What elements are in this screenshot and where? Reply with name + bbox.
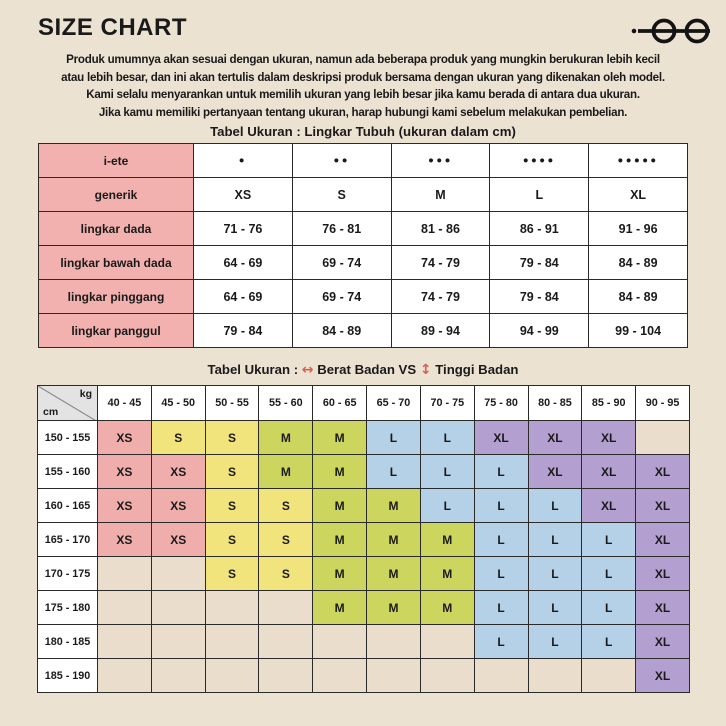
size-cell: S — [205, 557, 259, 591]
size-cell: L — [474, 591, 528, 625]
size-cell: XL — [636, 489, 690, 523]
size-cell: L — [528, 591, 582, 625]
cm-axis-label: cm — [43, 406, 59, 418]
measurement-row-label: lingkar bawah dada — [39, 246, 194, 280]
size-cell: XS — [98, 523, 152, 557]
size-cell: S — [205, 421, 259, 455]
size-cell: XL — [582, 421, 636, 455]
empty-size-cell — [367, 659, 421, 693]
height-range-label: 150 - 155 — [38, 421, 98, 455]
size-cell: L — [474, 523, 528, 557]
empty-size-cell — [420, 659, 474, 693]
weight-range-header: 60 - 65 — [313, 386, 367, 421]
size-cell: L — [582, 625, 636, 659]
size-cell: XL — [636, 557, 690, 591]
size-cell: XL — [474, 421, 528, 455]
empty-size-cell — [151, 557, 205, 591]
measurement-row — [39, 314, 688, 348]
measurement-cell: L — [490, 178, 589, 212]
size-cell: XL — [636, 455, 690, 489]
measurement-row — [39, 246, 688, 280]
size-cell: XL — [636, 523, 690, 557]
size-cell: M — [420, 557, 474, 591]
empty-size-cell — [367, 625, 421, 659]
weight-range-header: 75 - 80 — [474, 386, 528, 421]
measurement-cell: 91 - 96 — [589, 212, 688, 246]
empty-size-cell — [98, 557, 152, 591]
measurement-cell: 84 - 89 — [589, 246, 688, 280]
measurement-row — [39, 280, 688, 314]
size-cell: XL — [636, 591, 690, 625]
weight-range-header: 70 - 75 — [420, 386, 474, 421]
measurement-cell: S — [292, 178, 391, 212]
empty-size-cell — [205, 625, 259, 659]
size-cell: L — [582, 523, 636, 557]
empty-size-cell — [205, 591, 259, 625]
measurement-cell: 79 - 84 — [490, 280, 589, 314]
dot-size-cell: ● — [194, 144, 293, 178]
size-cell: XL — [582, 489, 636, 523]
height-range-label: 170 - 175 — [38, 557, 98, 591]
size-cell: XS — [151, 455, 205, 489]
measurement-row-label: lingkar dada — [39, 212, 194, 246]
size-cell: M — [367, 591, 421, 625]
measurement-cell: 64 - 69 — [194, 246, 293, 280]
size-cell: XS — [98, 455, 152, 489]
measurement-cell: 64 - 69 — [194, 280, 293, 314]
size-cell: M — [367, 557, 421, 591]
size-cell: L — [582, 557, 636, 591]
height-row — [38, 523, 690, 557]
measurement-cell: 74 - 79 — [391, 280, 490, 314]
size-cell: M — [420, 523, 474, 557]
size-cell: L — [474, 625, 528, 659]
measurement-cell: 81 - 86 — [391, 212, 490, 246]
weight-range-header: 85 - 90 — [582, 386, 636, 421]
empty-size-cell — [151, 625, 205, 659]
measurement-cell: 86 - 91 — [490, 212, 589, 246]
size-cell: XL — [636, 625, 690, 659]
height-row — [38, 421, 690, 455]
size-cell: L — [420, 421, 474, 455]
body-measure-table — [38, 143, 688, 348]
size-cell: S — [205, 523, 259, 557]
size-cell: S — [259, 489, 313, 523]
empty-size-cell — [151, 591, 205, 625]
weight-range-header: 55 - 60 — [259, 386, 313, 421]
size-cell: M — [313, 455, 367, 489]
measurement-cell: 84 - 89 — [292, 314, 391, 348]
size-cell: M — [420, 591, 474, 625]
weight-range-header: 40 - 45 — [98, 386, 152, 421]
measurement-cell: 69 - 74 — [292, 246, 391, 280]
measurement-cell: 74 - 79 — [391, 246, 490, 280]
empty-size-cell — [205, 659, 259, 693]
size-cell: M — [367, 523, 421, 557]
size-cell: XS — [151, 489, 205, 523]
height-range-label: 180 - 185 — [38, 625, 98, 659]
height-range-label: 185 - 190 — [38, 659, 98, 693]
height-row — [38, 659, 690, 693]
weight-range-header: 50 - 55 — [205, 386, 259, 421]
dot-size-cell: ●●●●● — [589, 144, 688, 178]
size-cell: M — [259, 455, 313, 489]
horizontal-arrow-icon: ↔ — [301, 362, 314, 378]
measurement-row-label: lingkar panggul — [39, 314, 194, 348]
empty-size-cell — [636, 421, 690, 455]
empty-size-cell — [313, 625, 367, 659]
size-cell: L — [367, 421, 421, 455]
height-row — [38, 557, 690, 591]
measurement-row — [39, 178, 688, 212]
measurement-cell: 94 - 99 — [490, 314, 589, 348]
heading-suffix: Tinggi Badan — [431, 362, 519, 377]
size-cell: XS — [151, 523, 205, 557]
size-cell: L — [474, 557, 528, 591]
measurement-cell: 71 - 76 — [194, 212, 293, 246]
weight-height-heading — [0, 362, 726, 378]
ete-brand-logo-icon — [631, 17, 713, 50]
empty-size-cell — [528, 659, 582, 693]
intro-line: atau lebih besar, dan ini akan tertulis dalam deskripsi produk bersama dengan ukuran yang dikenakan oleh model. — [61, 70, 665, 84]
measurement-row — [39, 212, 688, 246]
intro-line: Kami selalu menyarankan untuk memilih ukuran yang lebih besar jika kamu berada di antara dua ukuran. — [86, 88, 640, 101]
intro-line: Jika kamu memiliki pertanyaan tentang ukuran, harap hubungi kami sebelum melakukan pembelian. — [98, 105, 628, 119]
size-cell: M — [313, 489, 367, 523]
weight-height-table — [37, 385, 690, 693]
size-cell: L — [420, 455, 474, 489]
measurement-cell: 69 - 74 — [292, 280, 391, 314]
size-cell: XS — [98, 489, 152, 523]
size-cell: XL — [528, 421, 582, 455]
height-row — [38, 455, 690, 489]
empty-size-cell — [474, 659, 528, 693]
size-cell: S — [259, 557, 313, 591]
measurement-cell: 84 - 89 — [589, 280, 688, 314]
dot-size-cell: ●●●● — [490, 144, 589, 178]
height-row — [38, 591, 690, 625]
weight-range-header: 65 - 70 — [367, 386, 421, 421]
measurement-row-label: i-ete — [39, 144, 194, 178]
size-cell: M — [313, 523, 367, 557]
empty-size-cell — [420, 625, 474, 659]
size-cell: XL — [636, 659, 690, 693]
height-range-label: 160 - 165 — [38, 489, 98, 523]
measurement-row — [39, 144, 688, 178]
height-range-label: 175 - 180 — [38, 591, 98, 625]
empty-size-cell — [259, 659, 313, 693]
measurement-row-label: generik — [39, 178, 194, 212]
size-cell: S — [151, 421, 205, 455]
body-measure-heading: Tabel Ukuran : Lingkar Tubuh (ukuran dalam cm) — [210, 124, 516, 139]
size-cell: L — [420, 489, 474, 523]
size-cell: XS — [98, 421, 152, 455]
weight-header-row — [38, 386, 690, 421]
empty-size-cell — [313, 659, 367, 693]
measurement-cell: 79 - 84 — [194, 314, 293, 348]
empty-size-cell — [98, 659, 152, 693]
empty-size-cell — [98, 625, 152, 659]
height-range-label: 165 - 170 — [38, 523, 98, 557]
size-cell: M — [313, 557, 367, 591]
size-cell: L — [582, 591, 636, 625]
empty-size-cell — [98, 591, 152, 625]
size-cell: L — [528, 625, 582, 659]
size-cell: L — [528, 557, 582, 591]
vertical-arrow-icon: ↕ — [419, 362, 432, 378]
size-cell: M — [367, 489, 421, 523]
kg-axis-label: kg — [79, 388, 92, 400]
height-row — [38, 489, 690, 523]
measurement-cell: 99 - 104 — [589, 314, 688, 348]
dot-size-cell: ●●● — [391, 144, 490, 178]
empty-size-cell — [582, 659, 636, 693]
measurement-cell: XL — [589, 178, 688, 212]
dot-size-cell: ●● — [292, 144, 391, 178]
measurement-row-label: lingkar pinggang — [39, 280, 194, 314]
empty-size-cell — [259, 591, 313, 625]
intro-paragraph — [0, 51, 726, 121]
measurement-cell: XS — [194, 178, 293, 212]
size-cell: L — [367, 455, 421, 489]
page-title: SIZE CHART — [38, 14, 187, 41]
measurement-cell: 89 - 94 — [391, 314, 490, 348]
height-range-label: 155 - 160 — [38, 455, 98, 489]
weight-range-header: 80 - 85 — [528, 386, 582, 421]
size-cell: XL — [582, 455, 636, 489]
size-cell: S — [259, 523, 313, 557]
empty-size-cell — [151, 659, 205, 693]
intro-line: Produk umumnya akan sesuai dengan ukuran, namun ada beberapa produk yang mungkin berukuran lebih kecil — [66, 53, 660, 66]
corner-cell — [38, 386, 98, 421]
measurement-cell: M — [391, 178, 490, 212]
measurement-cell: 76 - 81 — [292, 212, 391, 246]
size-cell: S — [205, 489, 259, 523]
size-cell: L — [528, 489, 582, 523]
empty-size-cell — [259, 625, 313, 659]
size-cell: L — [474, 489, 528, 523]
size-cell: M — [259, 421, 313, 455]
heading-prefix: Tabel Ukuran : — [207, 362, 302, 377]
weight-range-header: 90 - 95 — [636, 386, 690, 421]
heading-middle: Berat Badan VS — [313, 362, 420, 377]
size-cell: M — [313, 421, 367, 455]
size-cell: M — [313, 591, 367, 625]
height-row — [38, 625, 690, 659]
size-cell: L — [528, 523, 582, 557]
size-cell: L — [474, 455, 528, 489]
measurement-cell: 79 - 84 — [490, 246, 589, 280]
weight-range-header: 45 - 50 — [151, 386, 205, 421]
size-cell: XL — [528, 455, 582, 489]
size-cell: S — [205, 455, 259, 489]
